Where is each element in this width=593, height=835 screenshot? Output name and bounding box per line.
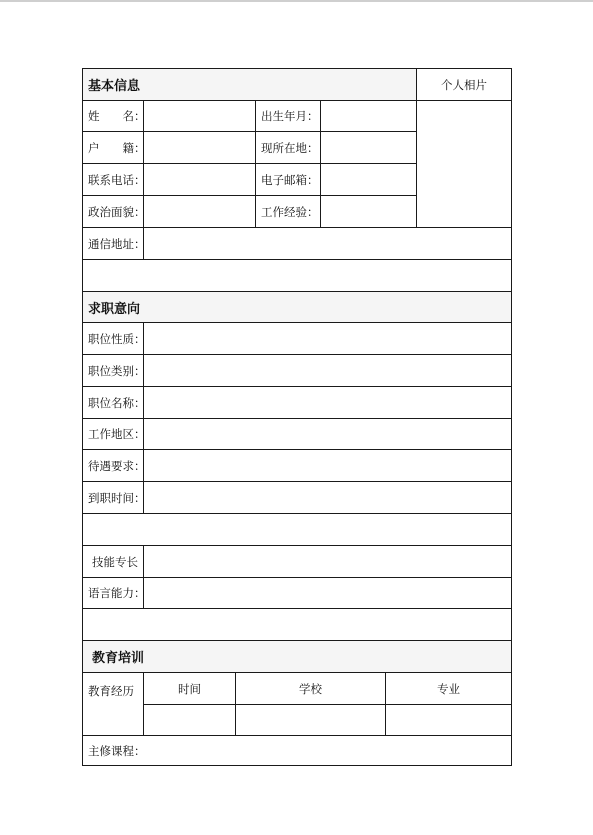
field-work-exp[interactable] xyxy=(320,195,417,228)
label-skills: 技能专长 xyxy=(82,545,144,578)
field-job-nature[interactable] xyxy=(143,322,512,355)
label-address: 通信地址： xyxy=(82,227,144,260)
section-header-job-intention: 求职意向 xyxy=(82,291,512,323)
field-job-category[interactable] xyxy=(143,354,512,387)
label-work-region: 工作地区： xyxy=(82,418,144,450)
photo-label: 个人相片 xyxy=(416,68,512,101)
label-job-title: 职位名称： xyxy=(82,386,144,419)
field-hukou[interactable] xyxy=(143,131,256,164)
section-header-basic-info: 基本信息 xyxy=(82,68,417,101)
label-name: 姓 名： xyxy=(82,100,144,132)
col-header-school: 学校 xyxy=(235,672,386,705)
field-address[interactable] xyxy=(143,227,512,260)
field-edu-time[interactable] xyxy=(143,704,236,736)
label-salary: 待遇要求： xyxy=(82,449,144,482)
row-courses[interactable] xyxy=(82,735,512,766)
field-job-title[interactable] xyxy=(143,386,512,419)
page-top-border xyxy=(0,0,593,2)
label-language: 语言能力： xyxy=(82,577,144,609)
field-salary[interactable] xyxy=(143,449,512,482)
field-residence[interactable] xyxy=(320,131,417,164)
field-phone[interactable] xyxy=(143,163,256,196)
label-education-history: 教育经历 xyxy=(82,672,144,736)
resume-form xyxy=(82,68,512,766)
label-hukou: 户 籍： xyxy=(82,131,144,164)
field-name[interactable] xyxy=(143,100,256,132)
field-work-region[interactable] xyxy=(143,418,512,450)
section-header-education: 教育培训 xyxy=(82,640,512,673)
photo-box[interactable] xyxy=(416,100,512,228)
blank-row xyxy=(82,259,512,292)
label-phone: 联系电话： xyxy=(82,163,144,196)
field-start-date[interactable] xyxy=(143,481,512,514)
col-header-major: 专业 xyxy=(385,672,512,705)
label-courses: 主修课程： xyxy=(88,743,146,758)
label-birth: 出生年月： xyxy=(255,100,321,132)
field-edu-school[interactable] xyxy=(235,704,386,736)
label-start-date: 到职时间： xyxy=(82,481,144,514)
label-residence: 现所在地： xyxy=(255,131,321,164)
label-politics: 政治面貌： xyxy=(82,195,144,228)
blank-row xyxy=(82,513,512,546)
blank-row xyxy=(82,608,512,641)
field-edu-major[interactable] xyxy=(385,704,512,736)
field-email[interactable] xyxy=(320,163,417,196)
field-language[interactable] xyxy=(143,577,512,609)
label-email: 电子邮箱： xyxy=(255,163,321,196)
field-politics[interactable] xyxy=(143,195,256,228)
field-skills[interactable] xyxy=(143,545,512,578)
field-birth[interactable] xyxy=(320,100,417,132)
col-header-time: 时间 xyxy=(143,672,236,705)
label-job-nature: 职位性质： xyxy=(82,322,144,355)
label-work-exp: 工作经验： xyxy=(255,195,321,228)
label-job-category: 职位类别： xyxy=(82,354,144,387)
